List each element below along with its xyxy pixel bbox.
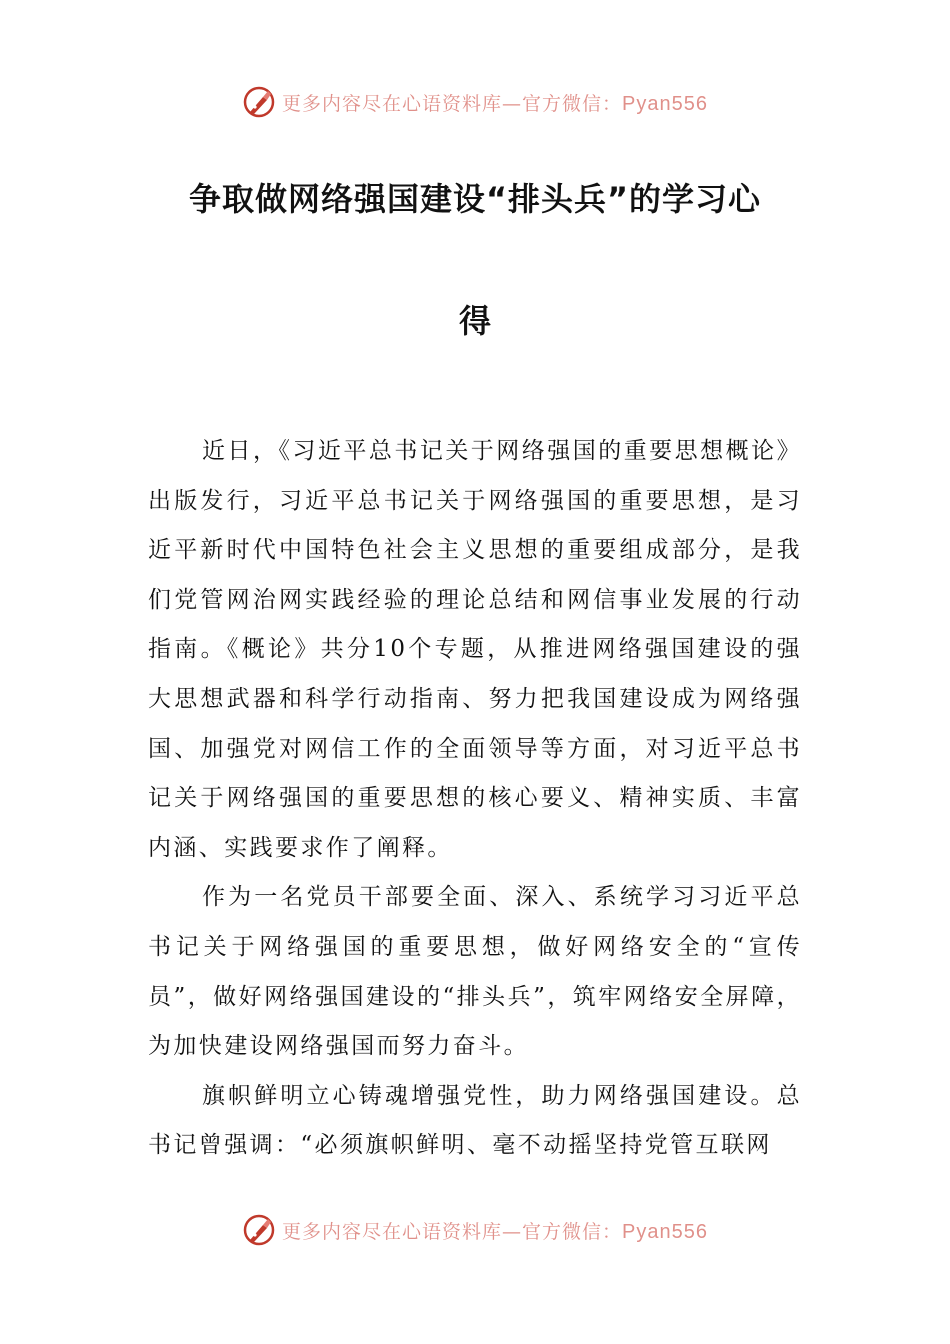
pen-nib-logo-icon xyxy=(242,1213,276,1247)
wechat-id: Pyan556 xyxy=(622,92,708,115)
watermark-label: 更多内容尽在心语资料库—官方微信： xyxy=(282,92,623,115)
paragraph-3: 旗帜鲜明立心铸魂增强党性，助力网络强国建设。总书记曾强调：“必须旗帜鲜明、毫不动摇坚持党管互联网 xyxy=(148,1082,802,1159)
document-title-line-2: 得 xyxy=(458,302,491,340)
paragraph-2: 作为一名党员干部要全面、深入、系统学习习近平总书记关于网络强国的重要思想，做好网络安全的“宣传员”，做好网络强国建设的“排头兵”，筑牢网络安全屏障，为加快建设网络强国而努力奋斗。 xyxy=(148,884,802,1060)
wechat-id: Pyan556 xyxy=(622,1220,708,1243)
watermark-label: 更多内容尽在心语资料库—官方微信： xyxy=(282,1220,623,1243)
document-title-line-1: 争取做网络强国建设“排头兵”的学习心 xyxy=(188,180,762,218)
header-watermark-text xyxy=(282,89,708,116)
pen-nib-logo-icon xyxy=(242,85,276,119)
document-body xyxy=(148,427,802,1171)
paragraph-1: 近日，《习近平总书记关于网络强国的重要思想概论》出版发行，习近平总书记关于网络强国的重要思想，是习近平新时代中国特色社会主义思想的重要组成部分，是我们党管网治网实践经验的理论总结和网信事业发展的行动指南。《概论》共分10个专题，从推进网络强国建设的强大思想武器和科学行动指南、努力把我国建设成为网络强国、加强党对网信工作的全面领导等方面，对习近平总书记关于网络强国的重要思想的核心要义、精神实质、丰富内涵、实践要求作了阐释。 xyxy=(148,438,802,861)
header-watermark-banner xyxy=(0,82,950,122)
footer-watermark-text xyxy=(282,1217,708,1244)
footer-watermark-banner xyxy=(0,1210,950,1250)
